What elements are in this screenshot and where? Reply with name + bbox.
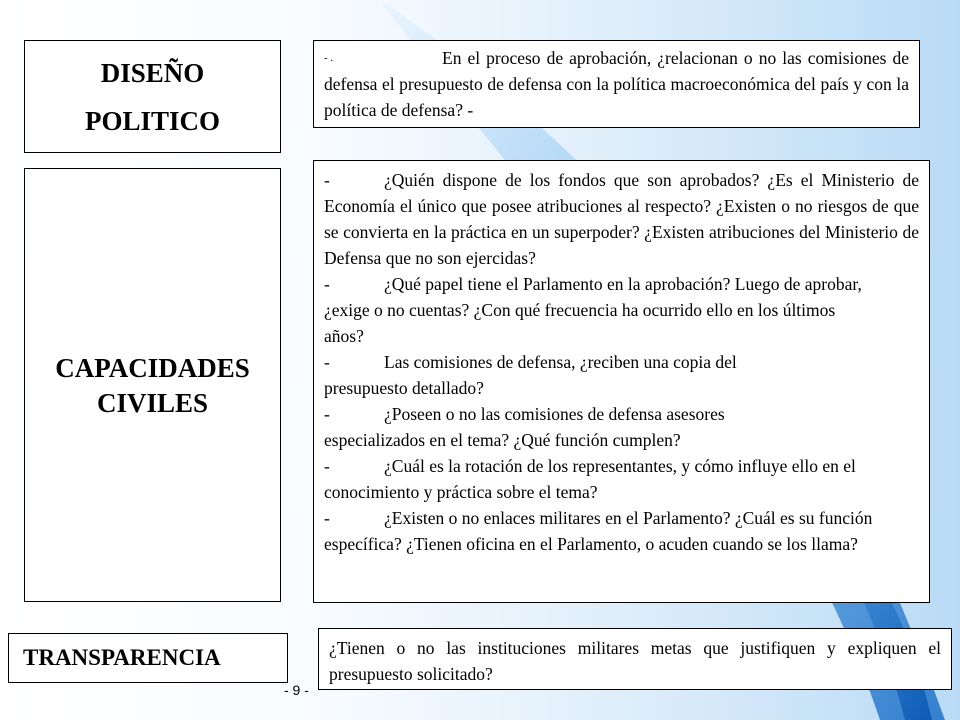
bullet-dash: - xyxy=(324,352,330,372)
bullet-dash: - xyxy=(324,274,330,294)
page-number: - 9 - xyxy=(284,682,309,698)
bullet-dash: - xyxy=(324,456,330,476)
bullet-dash: - xyxy=(324,508,330,528)
transparencia-box xyxy=(8,633,288,683)
diseno-text-box xyxy=(313,40,920,128)
diseno-title-line1: DISEÑO xyxy=(100,58,205,88)
capacidades-title-line2: CIVILES xyxy=(96,388,209,418)
capacidades-text-box xyxy=(313,160,930,603)
capacidades-item-2: - ¿Qué papel tiene el Parlamento en la aprobación? Luego de aprobar, ¿exige o no cuentas? ¿Con qué frecuencia ha ocurrido ello en los últimos años? xyxy=(324,271,919,349)
capacidades-title-line1: CAPACIDADES xyxy=(55,353,250,383)
diseno-politico-box xyxy=(24,40,281,153)
capacidades-item-5: - ¿Cuál es la rotación de los representantes, y cómo influye ello en el conocimiento y práctica sobre el tema? xyxy=(324,453,919,505)
capacidades-item-6: - ¿Existen o no enlaces militares en el Parlamento? ¿Cuál es su función específica? ¿Tienen oficina en el Parlamento, o acuden cuando se los llama? xyxy=(324,505,919,557)
capacidades-item-3: - Las comisiones de defensa, ¿reciben una copia del presupuesto detallado? xyxy=(324,349,919,401)
bullet-dash: - xyxy=(324,404,330,424)
capacidades-item-4: - ¿Poseen o no las comisiones de defensa asesores especializados en el tema? ¿Qué función cumplen? xyxy=(324,401,919,453)
capacidades-civiles-box xyxy=(24,168,281,602)
transparencia-text-box xyxy=(318,628,952,690)
bullet-dash: - xyxy=(324,170,330,190)
diseno-title-line2: POLITICO xyxy=(84,106,221,136)
transparencia-title: TRANSPARENCIA xyxy=(23,645,221,670)
diseno-prefix: - . xyxy=(324,52,334,64)
diseno-body: En el proceso de aprobación, ¿relacionan o no las comisiones de defensa el presupuesto de defensa con la política macroeconómica del país y con la política de defensa? - xyxy=(324,48,909,120)
transparencia-paragraph: ¿Tienen o no las instituciones militares metas que justifiquen y expliquen el presupuesto solicitado? xyxy=(329,638,941,684)
capacidades-item-1: - ¿Quién dispone de los fondos que son aprobados? ¿Es el Ministerio de Economía el único que posee atribuciones al respecto? ¿Existen o no riesgos de que se convierta en la práctica en un superpoder? ¿Existen atribuciones del Ministerio de Defensa que no son ejercidas? xyxy=(324,167,919,271)
diseno-paragraph xyxy=(324,45,909,123)
